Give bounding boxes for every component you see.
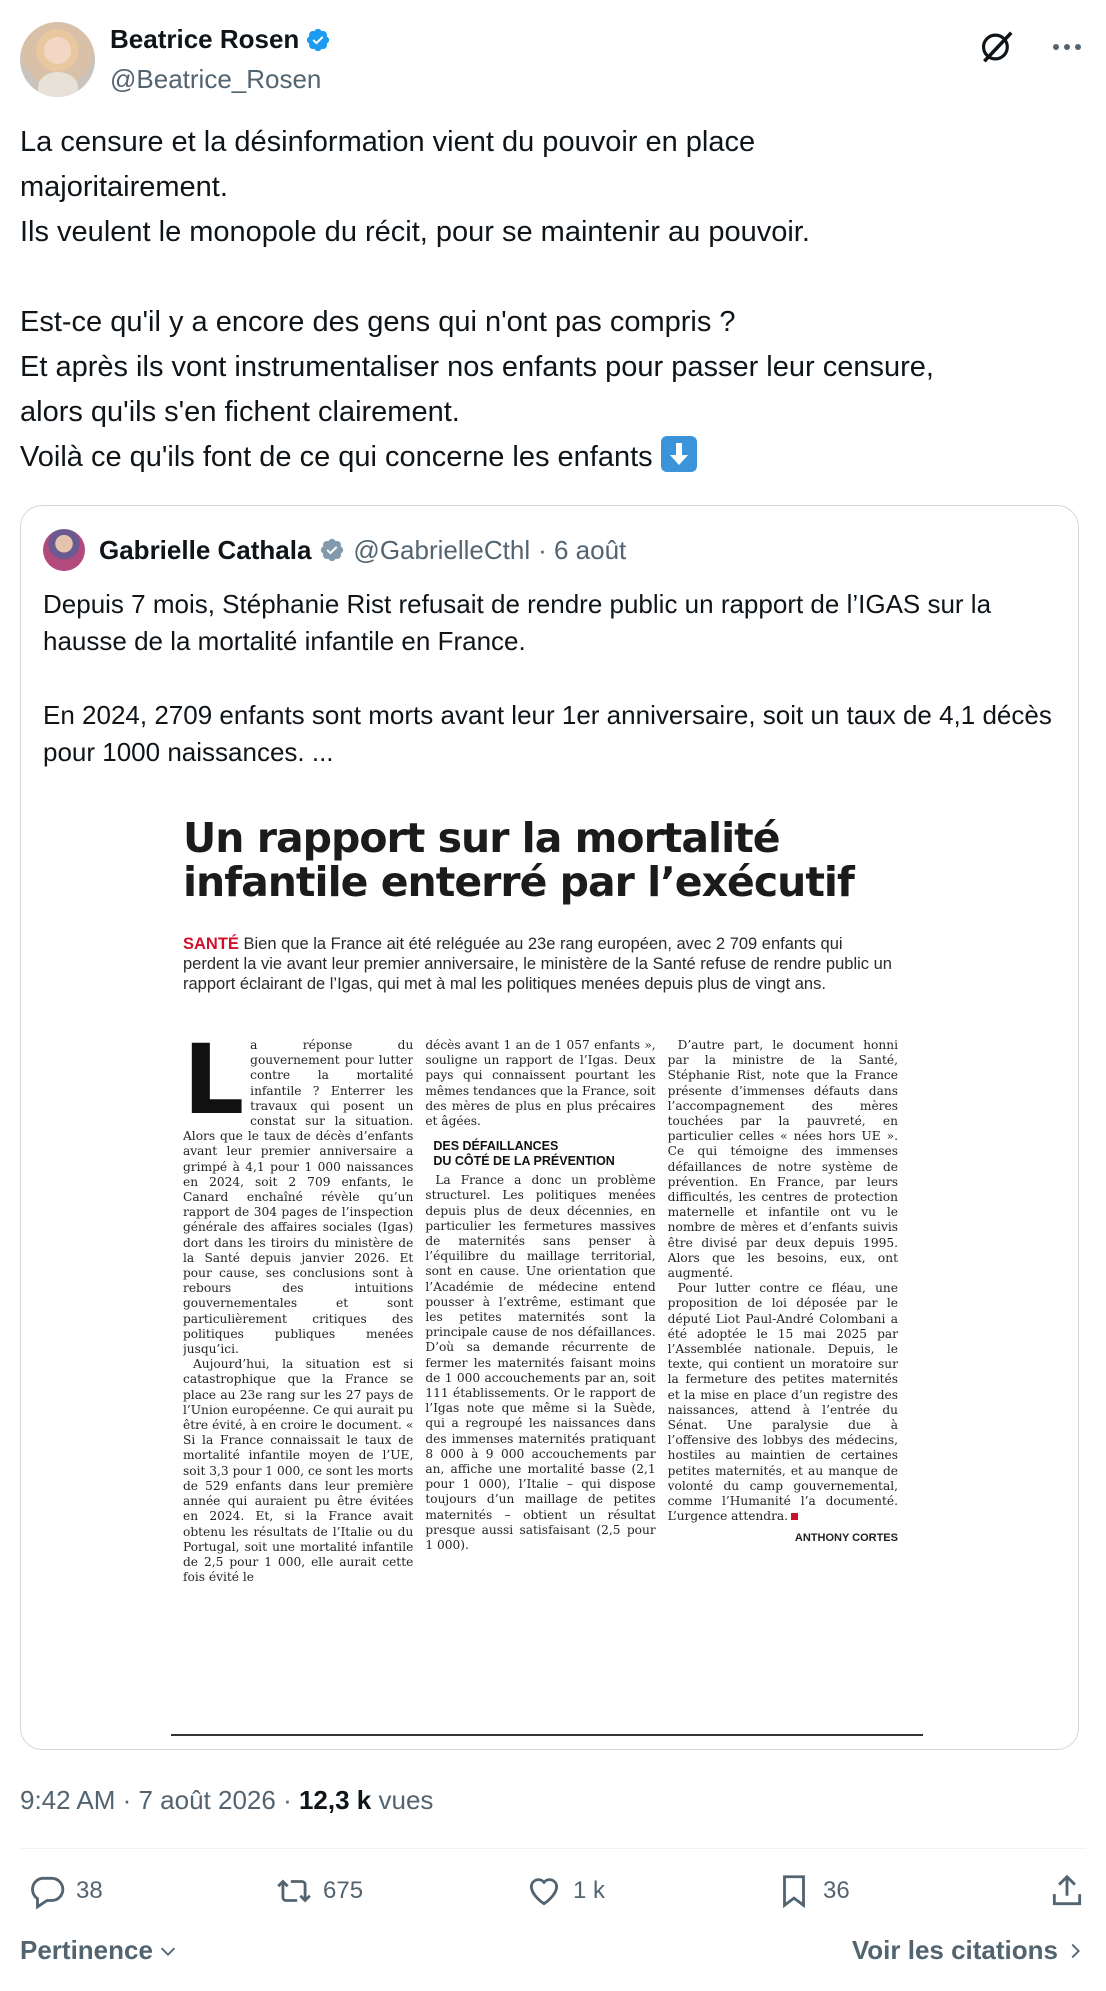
quoted-author-handle: @GabrielleCthl [353, 534, 531, 565]
tweet-line-last [20, 435, 1086, 480]
article-paragraph: Pour lutter contre ce fléau, une proposition de loi déposée par le député Liot Paul-André Colombani a été adoptée le 15 mai 2025 par l’Assemblée nationale. Depuis, le texte, qui contient un moratoire sur la fermeture des petites maternités et la mise en place d’un registre des naissances, attend à l’entrée du Sénat. Une paralysie due à l’offensive des lobbys des médecins, hostiles au maintien de certaines petites maternités, et au manque de volonté du camp gouvernemental, comme l’Humanité l’a documenté. L’urgence attendra. [667, 1281, 898, 1524]
quoted-author-avatar [43, 529, 85, 571]
article-paragraph: La France a donc un problème structurel. Les politiques menées depuis plus de deux décennies, en particulier les fermetures massives de maternités sans penser à l’équilibre du maillage territorial, sont en cause. Une orientation que l’Académie de médecine entend pousser à l’extrême, estimant que les petites maternités sont la principale cause de nos défaillances. D’où sa demande récurrente de fermer les maternités faisant moins de 1 000 accouchements par an, soit 111 établissements. Or le rapport de l’Igas note que même si la Suède, qui a regroupé les naissances dans des immenses maternités pratiquant 8 000 à 9 000 accouchements par an, affiche une mortalité basse (2,1 pour 1 000), l’Italie – qui dispose toujours d’un maillage de petites maternités – obtient un résultat presque aussi satisfaisant (2,5 pour 1 000). [425, 1173, 656, 1553]
author-handle[interactable]: @Beatrice_Rosen [110, 64, 322, 94]
article-image[interactable] [171, 806, 923, 1736]
author-avatar[interactable] [20, 22, 95, 97]
quoted-paragraph: En 2024, 2709 enfants sont morts avant leur 1er anniversaire, soit un taux de 4,1 décès pour 1000 naissances. ... [43, 700, 1052, 767]
tweet-text [20, 120, 1086, 480]
view-quotes-link[interactable] [852, 1935, 1086, 1966]
article-paragraph: Aujourd’hui, la situation est si catastrophique que la France se place au 23e rang sur les 27 pays de l’Union européenne. Ce qui aurait pu être évité, à en croire le document. « Si la France connaissait le taux de mortalité infantile moyen de l’UE, soit 3,3 pour 1 000, ce sont les morts de 529 enfants dans leur première année qui auraient pu être évitées en 2024. Et, si la France avait obtenu les résultats de l’Italie ou du Portugal, soit une mortalité infantile de 2,5 pour 1 000, elle aurait cette fois évité le [183, 1357, 414, 1585]
replies-footer [20, 1935, 1086, 1975]
article-paragraph: décès avant 1 an de 1 057 enfants », souligne un rapport de l’Igas. Deux pays qui connaissent pourtant les mêmes tendances que la France, soit des mères de plus en plus précaires et âgées. [425, 1038, 656, 1129]
article-lead-tag: SANTÉ [183, 935, 239, 953]
like-icon [525, 1872, 563, 1910]
verified-badge-icon [319, 537, 345, 563]
tweet-time-date[interactable]: 9:42 AM · 7 août 2026 · [20, 1785, 292, 1815]
more-icon[interactable] [1048, 36, 1086, 58]
quoted-tweet-date: · 6 août [538, 534, 627, 565]
tweet-timestamp [20, 1785, 433, 1816]
tweet-line: alors qu'ils s'en fichent clairement. [20, 396, 460, 428]
divider [20, 1848, 1086, 1849]
verified-badge-icon [305, 27, 331, 53]
author-name-row [110, 24, 331, 55]
retweet-button[interactable] [275, 1866, 363, 1916]
article-subhead [433, 1139, 655, 1169]
share-icon [1048, 1872, 1086, 1910]
article-column-3 [668, 1038, 898, 1698]
like-count: 1 k [573, 1877, 606, 1904]
end-mark-icon [791, 1513, 798, 1520]
quoted-author-name: Gabrielle Cathala [99, 534, 312, 565]
article-paragraph-last [668, 1281, 898, 1524]
reply-icon [28, 1872, 66, 1910]
article-bottom-rule [171, 1734, 923, 1736]
citations-label: Voir les citations [851, 1935, 1058, 1965]
sort-label: Pertinence [20, 1935, 153, 1965]
view-label: vues [378, 1785, 434, 1815]
article-lead-text: Bien que la France ait été reléguée au 23e rang européen, avec 2 709 enfants qui perdent la vie avant leur premier anniversaire, le ministère de la Santé refuse de rendre public un rapport éclairant de l’Igas, qui met à mal les politiques menées depuis plus de vingt ans. [183, 935, 892, 993]
article-subhead-line: DU CÔTÉ DE LA PRÉVENTION [433, 1154, 615, 1169]
grok-icon[interactable] [978, 28, 1016, 66]
quoted-tweet-header [43, 528, 626, 572]
chevron-right-icon [1064, 1940, 1086, 1962]
author-name[interactable]: Beatrice Rosen [110, 24, 300, 54]
article-columns [183, 1038, 898, 1698]
tweet-line: Voilà ce qu'ils font de ce qui concerne les enfants [20, 441, 653, 473]
tweet-line: Ils veulent le monopole du récit, pour se maintenir au pouvoir. [20, 216, 810, 248]
quoted-tweet[interactable] [20, 505, 1079, 1750]
retweet-icon [275, 1872, 313, 1910]
article-dropcap: L [183, 1038, 245, 1136]
view-count: 12,3 k [298, 1785, 372, 1815]
article-title [183, 816, 903, 904]
article-byline: ANTHONY CORTES [794, 1531, 898, 1544]
article-column-2 [425, 1038, 655, 1698]
bookmark-button[interactable] [775, 1866, 850, 1916]
like-button[interactable] [525, 1866, 605, 1916]
quoted-paragraph: Depuis 7 mois, Stéphanie Rist refusait de rendre public un rapport de l’IGAS sur la hausse de la mortalité infantile en France. [43, 589, 992, 656]
quoted-tweet-text [43, 586, 1053, 771]
tweet-line: majoritairement. [20, 171, 228, 203]
article-title-line: Un rapport sur la mortalité [183, 814, 780, 862]
article-lead [183, 934, 898, 994]
action-bar [20, 1866, 1086, 1916]
article-column-1 [183, 1038, 413, 1698]
bookmark-count: 36 [823, 1877, 850, 1904]
article-paragraph: a réponse du gouvernement pour lutter contre la mortalité infantile ? Enterrer les travaux qui posent un constat sur la situation. Alors que le taux de décès d’enfants avant leur premier anniversaire a grimpé à 4,1 pour 1 000 naissances en 2024, soit 2 709 enfants, le Canard enchaîné révèle qu’un rapport de 304 pages de l’inspection générale des affaires sociales (Igas) dort dans les tiroirs du ministère de la Santé depuis janvier 2026. Et pour cause, ses conclusions sont à rebours des intuitions gouvernementales et sont particulièrement critiques des politiques publiques menées jusqu’ici. [183, 1038, 414, 1357]
reply-count: 38 [76, 1877, 103, 1904]
bookmark-icon [775, 1872, 813, 1910]
tweet-line: La censure et la désinformation vient du pouvoir en place [20, 126, 756, 158]
down-arrow-emoji-icon [661, 436, 697, 472]
tweet-header [20, 20, 1086, 100]
share-button[interactable] [1048, 1866, 1086, 1916]
article-subhead-line: DES DÉFAILLANCES [433, 1139, 559, 1154]
article-paragraph: D’autre part, le document honni par la ministre de la Santé, Stéphanie Rist, note que la France présente d’immenses défauts dans l’accompagnement des mères touchées par la pauvreté, en particulier celles « nées hors UE ». Ce qui témoigne des immenses défaillances de notre système de prévention. En France, par leurs difficultés, les centres de protection maternelle et infantile ont vu le nombre de mères et d’enfants suivis être divisé par deux depuis 1995. Alors que les besoins, eux, ont augmenté. [667, 1038, 898, 1281]
chevron-down-icon [157, 1940, 179, 1962]
article-title-line: infantile enterré par l’exécutif [183, 858, 854, 906]
tweet-line: Est-ce qu'il y a encore des gens qui n'ont pas compris ? [20, 306, 736, 338]
reply-button[interactable] [28, 1866, 103, 1916]
tweet-line: Et après ils vont instrumentaliser nos enfants pour passer leur censure, [20, 351, 934, 383]
retweet-count: 675 [323, 1877, 364, 1904]
sort-dropdown[interactable] [20, 1935, 179, 1966]
